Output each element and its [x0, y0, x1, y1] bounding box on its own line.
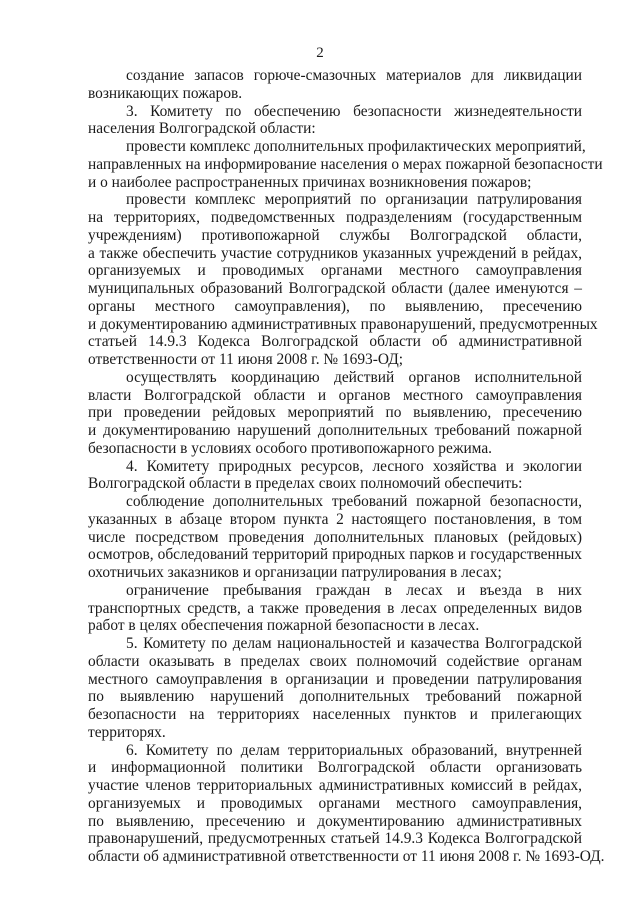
text-line: работ в целях обеспечения пожарной безопасности в лесах. [88, 617, 480, 635]
text-line: муниципальных образований Волгоградской области (далее именуются – [88, 280, 582, 297]
text-line: ответственности от 11 июня 2008 г. № 1693-ОД; [88, 351, 403, 368]
text-line: органы местного самоуправления), по выявлению, пресечению [88, 297, 582, 315]
text-line: безопасности в условиях особого противопожарного режима. [88, 439, 492, 457]
text-line: 5. Комитету по делам национальностей и казачества Волгоградской [126, 635, 582, 652]
text-line: числе посредством проведения дополнительных плановых (рейдовых) [88, 528, 582, 546]
document-body [88, 67, 605, 866]
text-line: и документированию нарушений дополнительных требований пожарной [88, 422, 582, 439]
text-line: 3. Комитету по обеспечению безопасности жизнедеятельности [126, 102, 582, 120]
text-line: и документированию административных правонарушений, предусмотренных [88, 315, 598, 333]
text-line: направленных на информирование населения о мерах пожарной безопасности [88, 155, 603, 173]
text-line: а также обеспечить участие сотрудников указанных учреждений в рейдах, [88, 244, 582, 262]
text-line: провести комплекс мероприятий по организации патрулирования [126, 191, 582, 209]
text-line: населения Волгоградской области: [88, 120, 316, 138]
text-line: и о наиболее распространенных причинах возникновения пожаров; [88, 173, 532, 191]
text-line: Волгоградской области в пределах своих полномочий обеспечить: [88, 475, 523, 493]
text-line: транспортных средств, а также проведения в лесах определенных видов [88, 599, 582, 617]
text-line: ограничение пребывания граждан в лесах и въезда в них [126, 581, 582, 599]
text-line: власти Волгоградской области и органов местного самоуправления [88, 386, 582, 404]
text-line: при проведении рейдовых мероприятий по выявлению, пресечению [88, 404, 582, 422]
text-line: организуемых и проводимых органами местного самоуправления [88, 262, 582, 280]
text-line: территорях. [88, 723, 166, 741]
text-line: указанных в абзаце втором пункта 2 настоящего постановления, в том [88, 510, 582, 528]
text-line: соблюдение дополнительных требований пожарной безопасности, [126, 493, 582, 510]
text-line: 4. Комитету природных ресурсов, лесного хозяйства и экологии [126, 457, 582, 475]
text-line: провести комплекс дополнительных профилактических мероприятий, [126, 138, 586, 155]
text-line: статьей 14.9.3 Кодекса Волгоградской области об административной [88, 333, 582, 351]
text-line: организуемых и проводимых органами местного самоуправления, [88, 794, 582, 812]
text-line: и информационной политики Волгоградской области организовать [88, 759, 582, 777]
page-number: 2 [316, 45, 324, 61]
text-line: учреждениям) противопожарной службы Волгоградской области, [88, 226, 582, 244]
text-line: правонарушений, предусмотренных статьей 14.9.3 Кодекса Волгоградской [88, 830, 582, 848]
text-line: создание запасов горюче-смазочных материалов для ликвидации [126, 67, 582, 84]
text-line: безопасности на территориях населенных пунктов и прилегающих [88, 706, 582, 723]
text-line: области оказывать в пределах своих полномочий содействие органам [88, 652, 582, 670]
text-line: осуществлять координацию действий органов исполнительной [126, 368, 582, 386]
text-line: местного самоуправления в организации и проведении патрулирования [88, 670, 582, 688]
text-line: по выявлению, пресечению и документированию административных [88, 812, 582, 830]
text-line: по выявлению нарушений дополнительных требований пожарной [88, 688, 582, 706]
text-line: возникающих пожаров. [88, 84, 243, 102]
text-line: охотничьих заказников и организации патрулирования в лесах; [88, 564, 502, 581]
text-line: на территориях, подведомственных подразделениям (государственным [88, 209, 582, 226]
text-line: 6. Комитету по делам территориальных образований, внутренней [126, 741, 582, 759]
text-line: осмотров, обследований территорий природных парков и государственных [88, 546, 582, 564]
text-line: участие членов территориальных административных комиссий в рейдах, [88, 777, 582, 794]
text-line: области об административной ответственности от 11 июня 2008 г. № 1693-ОД. [88, 848, 605, 865]
